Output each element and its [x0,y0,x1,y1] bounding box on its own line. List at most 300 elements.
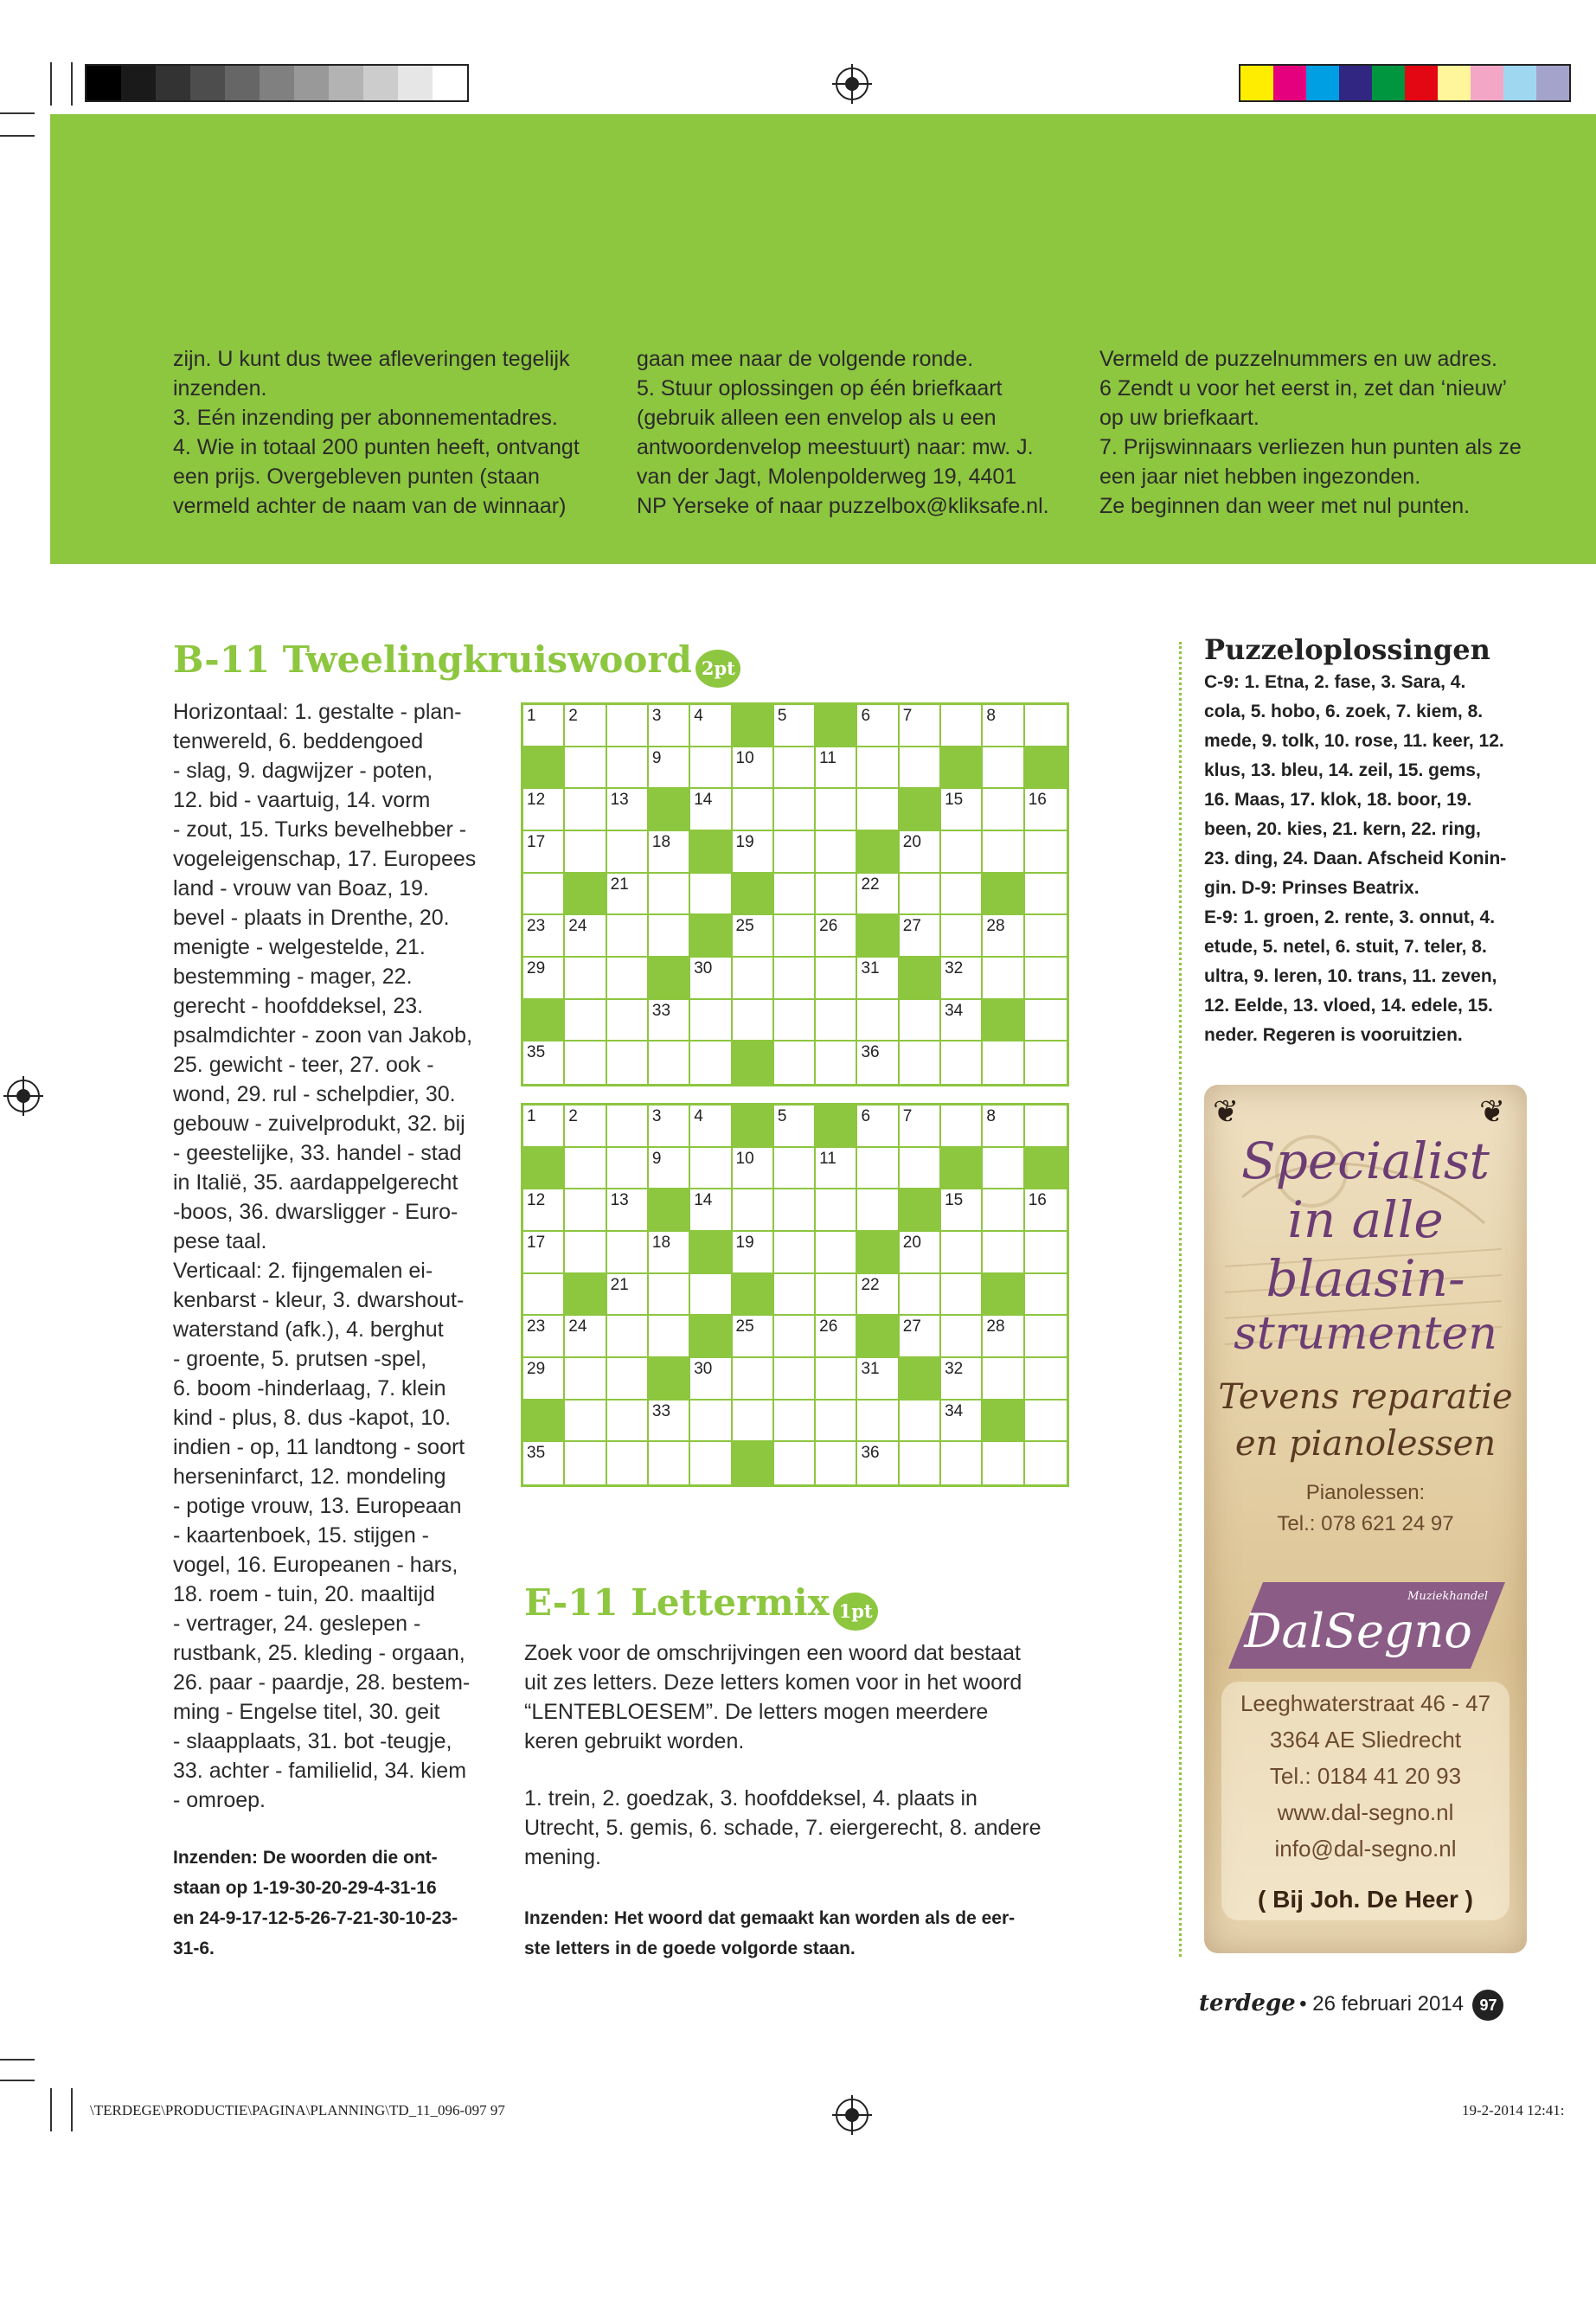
crossword-cell[interactable] [733,958,774,1000]
crossword-cell[interactable] [774,874,816,916]
crossword-cell[interactable] [733,1148,774,1190]
crossword-cell[interactable] [983,1316,1024,1358]
crossword-cell[interactable] [607,789,649,831]
crossword-cell[interactable] [857,958,899,1000]
clue-number: 2 [568,707,578,725]
crossword-cell[interactable] [900,1316,941,1358]
crossword-cell[interactable] [690,789,732,831]
crossword-cell[interactable] [816,1189,857,1232]
crossword-cell[interactable] [900,1042,941,1084]
crossword-cell[interactable] [857,1400,899,1443]
crossword-cell[interactable] [1025,831,1067,874]
crossword-cell[interactable] [690,1106,732,1148]
crossword-cell[interactable] [565,1042,606,1084]
crossword-cell[interactable] [733,1189,774,1232]
crossword-cell[interactable] [941,1042,983,1084]
text-line: waterstand (afk.), 4. berghut [173,1317,444,1342]
crossword-cell[interactable] [941,915,983,958]
crossword-cell[interactable] [983,1232,1024,1274]
crossword-cell[interactable] [941,1274,983,1317]
crossword-cell[interactable] [607,1189,649,1232]
crossword-cell[interactable] [941,1106,983,1148]
crossword-cell[interactable] [857,1442,899,1484]
crossword-cell[interactable] [900,1274,941,1317]
crossword-cell[interactable] [1025,1442,1067,1484]
b11-submit-instructions [173,1843,502,1964]
clue-number: 32 [945,959,964,977]
crossword-cell[interactable] [565,1442,606,1484]
gray-swatch [433,66,467,100]
crossword-cell[interactable] [607,1316,649,1358]
crossword-cell[interactable] [774,1232,816,1274]
crossword-cell[interactable] [774,958,816,1000]
crossword-cell[interactable] [816,874,857,916]
crossword-cell[interactable] [733,789,774,831]
crossword-cell[interactable] [1025,1042,1067,1084]
crossword-cell[interactable] [774,1042,816,1084]
text-line: kenbarst - kleur, 3. dwarshout- [173,1288,465,1312]
clue-number: 22 [861,875,880,894]
crossword-cell[interactable] [941,958,983,1000]
crossword-cell[interactable] [816,958,857,1000]
clue-number: 8 [986,1107,996,1125]
crossword-cell[interactable] [523,831,565,874]
crossword-cell[interactable] [816,1358,857,1400]
crossword-cell[interactable] [690,705,732,747]
rules-line: vermeld achter de naam van de winnaar) [173,494,567,518]
text-line: in Italië, 35. aardappelgerecht [173,1170,458,1195]
crossword-cell[interactable] [523,789,565,831]
crossword-cell[interactable] [690,874,732,916]
crossword-cell[interactable] [816,747,857,790]
color-swatch [1536,66,1569,100]
crossword-cell[interactable] [983,831,1024,874]
registration-mark-icon [7,1080,40,1112]
crossword-cell[interactable] [607,1232,649,1274]
crossword-cell[interactable] [565,1400,606,1443]
crossword-cell[interactable] [733,1358,774,1400]
crossword-cell[interactable] [774,1358,816,1400]
crossword-cell[interactable] [565,1232,606,1274]
crossword-cell[interactable] [523,1274,565,1317]
black-cell [941,1148,983,1190]
crossword-cell[interactable] [941,1000,983,1042]
crossword-cell[interactable] [774,705,816,747]
crossword-cell[interactable] [649,1274,690,1317]
crossword-cell[interactable] [857,1189,899,1232]
crossword-cell[interactable] [816,1274,857,1317]
crossword-cell[interactable] [565,1000,606,1042]
crossword-cell[interactable] [565,1316,606,1358]
gray-swatch [329,66,363,100]
crossword-cell[interactable] [690,958,732,1000]
black-cell [857,915,899,958]
advertisement [1204,1085,1527,1953]
text-line: staan op 1-19-30-20-29-4-31-16 [173,1878,437,1898]
text-line: vogeleigenschap, 17. Europees [173,847,477,871]
crossword-cell[interactable] [690,1442,732,1484]
crop-mark [0,135,35,137]
rules-line: Ze beginnen dan weer met nul punten. [1099,494,1471,518]
black-cell [565,1274,606,1317]
crossword-cell[interactable] [607,1274,649,1317]
text-line: 23. ding, 24. Daan. Afscheid Konin- [1204,849,1507,868]
crossword-cell[interactable] [649,831,690,874]
text-line: 31-6. [173,1939,215,1958]
rules-line: 5. Stuur oplossingen op één briefkaart [637,376,1003,401]
crossword-cell[interactable] [523,1042,565,1084]
crossword-cell[interactable] [607,1442,649,1484]
gray-swatch [294,66,329,100]
rules-line: antwoordenvelop meestuurt) naar: mw. J. [637,435,1034,459]
crossword-cell[interactable] [690,1274,732,1317]
crop-mark [0,2059,35,2061]
crossword-cell[interactable] [857,705,899,747]
clue-number: 4 [694,707,703,725]
crossword-cell[interactable] [565,1148,606,1190]
text-line: tenwereld, 6. beddengoed [173,729,424,753]
crossword-cell[interactable] [983,1358,1024,1400]
crossword-cell[interactable] [733,747,774,790]
crossword-cell[interactable] [523,1189,565,1232]
crossword-cell[interactable] [774,1000,816,1042]
crossword-cell[interactable] [607,1000,649,1042]
text-line: indien - op, 11 landtong - soort [173,1435,465,1459]
crossword-cell[interactable] [1025,1232,1067,1274]
text-line: Utrecht, 5. gemis, 6. schade, 7. eiergerecht, 8. andere [524,1816,1042,1840]
crossword-cell[interactable] [690,1189,732,1232]
crossword-cell[interactable] [857,1000,899,1042]
crossword-grid-1 [521,702,1069,1086]
text-line: - slag, 9. dagwijzer - poten, [173,759,433,783]
crossword-cell[interactable] [649,874,690,916]
crossword-cell[interactable] [857,789,899,831]
crossword-cell[interactable] [774,1442,816,1484]
heart-ornament-icon: ❦ [1213,1093,1240,1129]
crossword-cell[interactable] [857,1148,899,1190]
black-cell [690,1232,732,1274]
crossword-cell[interactable] [523,1106,565,1148]
crossword-cell[interactable] [523,958,565,1000]
text-line: Zoek voor de omschrijvingen een woord dat bestaat [524,1641,1021,1665]
crossword-cell[interactable] [607,1400,649,1443]
crossword-cell[interactable] [565,1106,606,1148]
text-line: mening. [524,1845,601,1869]
gray-swatch [190,66,225,100]
crossword-cell[interactable] [649,1106,690,1148]
black-cell [649,1189,690,1232]
crossword-cell[interactable] [774,1106,816,1148]
clue-number: 9 [651,748,662,767]
crossword-cell[interactable] [774,915,816,958]
text-line: 1. trein, 2. goedzak, 3. hoofddeksel, 4. plaats in [524,1786,977,1811]
crossword-cell[interactable] [816,1148,857,1190]
crossword-cell[interactable] [733,1316,774,1358]
crossword-cell[interactable] [733,1000,774,1042]
crossword-cell[interactable] [733,1400,774,1443]
crossword-cell[interactable] [1025,1274,1067,1317]
crossword-cell[interactable] [983,789,1024,831]
ad-sub-1: Tevens reparatie [1218,1377,1513,1417]
crossword-cell[interactable] [1025,1189,1067,1232]
clue-number: 19 [735,1234,754,1252]
crossword-cell[interactable] [900,1232,941,1274]
crossword-cell[interactable] [523,874,565,916]
crossword-cell[interactable] [900,1148,941,1190]
black-cell [733,874,774,916]
crossword-cell[interactable] [983,958,1024,1000]
crossword-cell[interactable] [565,831,606,874]
crossword-cell[interactable] [941,1400,983,1443]
black-cell [983,1400,1024,1443]
crossword-cell[interactable] [816,1316,857,1358]
clue-number: 1 [527,707,536,725]
crossword-cell[interactable] [983,915,1024,958]
crossword-cell[interactable] [900,1400,941,1443]
crossword-cell[interactable] [649,1442,690,1484]
crossword-cell[interactable] [690,1400,732,1443]
crossword-cell[interactable] [607,915,649,958]
crossword-cell[interactable] [774,789,816,831]
crossword-cell[interactable] [1025,1106,1067,1148]
gray-swatch [363,66,398,100]
crossword-cell[interactable] [1025,705,1067,747]
crossword-cell[interactable] [523,1358,565,1400]
crossword-cell[interactable] [816,1232,857,1274]
crossword-cell[interactable] [1025,915,1067,958]
crossword-cell[interactable] [1025,1000,1067,1042]
crossword-cell[interactable] [649,1148,690,1190]
text-line: - slaapplaats, 31. bot -teugje, [173,1729,452,1753]
column-divider [1179,642,1182,1957]
text-line: keren gebruikt worden. [524,1729,745,1753]
crossword-cell[interactable] [857,874,899,916]
crossword-cell[interactable] [649,1316,690,1358]
clue-number: 7 [902,1107,913,1125]
crossword-cell[interactable] [941,831,983,874]
crossword-cell[interactable] [941,874,983,916]
crossword-cell[interactable] [690,1358,732,1400]
crossword-cell[interactable] [690,1148,732,1190]
rules-line: een jaar niet hebben ingezonden. [1099,465,1421,489]
black-cell [1025,747,1067,790]
crossword-cell[interactable] [816,1442,857,1484]
crossword-cell[interactable] [774,1400,816,1443]
crossword-cell[interactable] [523,1232,565,1274]
crossword-cell[interactable] [733,915,774,958]
crossword-cell[interactable] [941,1358,983,1400]
clue-number: 24 [568,1317,587,1336]
crossword-cell[interactable] [607,747,649,790]
crossword-cell[interactable] [857,1358,899,1400]
clue-number: 31 [861,959,880,977]
crossword-cell[interactable] [1025,874,1067,916]
crossword-cell[interactable] [607,705,649,747]
crossword-cell[interactable] [941,789,983,831]
clue-number: 5 [777,1107,787,1125]
crossword-cell[interactable] [816,831,857,874]
crossword-cell[interactable] [565,1358,606,1400]
clue-number: 26 [819,1317,838,1336]
clue-number: 31 [861,1360,880,1378]
footer-brand: terdege [1199,1990,1296,2016]
crossword-cell[interactable] [941,1442,983,1484]
crossword-cell[interactable] [774,1189,816,1232]
page-number: 97 [1472,1990,1503,2021]
text-line: menigte - welgestelde, 21. [173,935,426,959]
file-path: \TERDEGE\PRODUCTIE\PAGINA\PLANNING\TD_11_096-097 97 [90,2102,505,2118]
text-line: -boos, 36. dwarsligger - Euro- [173,1200,458,1224]
ad-city: 3364 AE Sliedrecht [1269,1727,1462,1753]
rules-line: van der Jagt, Molenpolderweg 19, 4401 [637,465,1017,489]
e11-points-badge: 1pt [833,1593,878,1631]
crossword-cell[interactable] [816,789,857,831]
crossword-cell[interactable] [816,1042,857,1084]
clue-number: 30 [694,1360,713,1378]
ad-website: www.dal-segno.nl [1277,1799,1454,1825]
crossword-cell[interactable] [941,1232,983,1274]
text-line: - vertrager, 24. geslepen - [173,1612,421,1636]
crossword-cell[interactable] [1025,789,1067,831]
crossword-cell[interactable] [900,831,941,874]
crossword-cell[interactable] [774,1274,816,1317]
crossword-cell[interactable] [565,747,606,790]
ad-street: Leeghwaterstraat 46 - 47 [1240,1690,1491,1716]
crossword-cell[interactable] [607,831,649,874]
crossword-cell[interactable] [607,958,649,1000]
text-line: 25. gewicht - teer, 27. ook - [173,1053,434,1077]
crossword-cell[interactable] [565,705,606,747]
crossword-cell[interactable] [857,1106,899,1148]
clue-number: 1 [527,1107,536,1125]
color-swatch [1503,66,1536,100]
color-swatch [1306,66,1339,100]
text-line: - groente, 5. prutsen -spel, [173,1347,427,1371]
crossword-cell[interactable] [733,831,774,874]
clue-number: 2 [568,1107,578,1125]
crossword-cell[interactable] [649,747,690,790]
solutions-text [1204,668,1550,1050]
clue-number: 16 [1028,791,1047,810]
crossword-cell[interactable] [900,1000,941,1042]
crossword-cell[interactable] [565,1189,606,1232]
crossword-cell[interactable] [1025,1400,1067,1443]
color-swatch [1471,66,1503,100]
crossword-cell[interactable] [607,1106,649,1148]
crossword-cell[interactable] [983,1442,1024,1484]
crossword-cell[interactable] [900,874,941,916]
ad-piano-phone: Tel.: 078 621 24 97 [1277,1512,1454,1535]
crossword-cell[interactable] [900,915,941,958]
crossword-cell[interactable] [941,1316,983,1358]
crossword-cell[interactable] [733,1232,774,1274]
clue-number: 6 [861,707,871,725]
rules-line: 3. Eén inzending per abonnementadres. [173,406,558,430]
crossword-cell[interactable] [1025,1316,1067,1358]
rules-line: gaan mee naar de volgende ronde. [637,347,974,371]
crossword-cell[interactable] [983,1148,1024,1190]
crossword-cell[interactable] [900,1106,941,1148]
crossword-cell[interactable] [649,1400,690,1443]
crossword-cell[interactable] [565,958,606,1000]
crossword-cell[interactable] [523,705,565,747]
clue-number: 18 [651,833,671,851]
crossword-cell[interactable] [900,1442,941,1484]
crossword-cell[interactable] [607,1042,649,1084]
crossword-cell[interactable] [816,915,857,958]
crossword-cell[interactable] [900,747,941,790]
crossword-cell[interactable] [816,1000,857,1042]
text-line: C-9: 1. Etna, 2. fase, 3. Sara, 4. [1204,672,1466,692]
black-cell [900,1358,941,1400]
crossword-cell[interactable] [1025,958,1067,1000]
crossword-cell[interactable] [523,1316,565,1358]
crossword-cell[interactable] [941,1189,983,1232]
crossword-cell[interactable] [983,1189,1024,1232]
color-swatch [1273,66,1306,100]
ad-email: info@dal-segno.nl [1274,1836,1457,1862]
crossword-cell[interactable] [774,1148,816,1190]
crossword-cell[interactable] [690,1042,732,1084]
crossword-cell[interactable] [607,874,649,916]
clue-number: 22 [861,1275,880,1294]
text-line: been, 20. kies, 21. kern, 22. ring, [1204,819,1481,839]
black-cell [565,874,606,916]
crossword-cell[interactable] [983,1042,1024,1084]
logo-text: DalSegno [1244,1604,1472,1658]
crossword-cell[interactable] [649,1042,690,1084]
black-cell [649,958,690,1000]
crossword-cell[interactable] [649,1000,690,1042]
clue-number: 16 [1028,1191,1047,1210]
crossword-cell[interactable] [774,831,816,874]
crossword-cell[interactable] [523,1442,565,1484]
clue-number: 23 [527,1317,546,1336]
crossword-cell[interactable] [565,915,606,958]
crossword-cell[interactable] [857,1274,899,1317]
crossword-cell[interactable] [690,747,732,790]
rules-line: 6 Zendt u voor het eerst in, zet dan ‘nieuw’ [1099,376,1508,401]
crossword-cell[interactable] [649,915,690,958]
crossword-cell[interactable] [565,789,606,831]
crossword-cell[interactable] [649,705,690,747]
crossword-cell[interactable] [1025,1358,1067,1400]
crossword-cell[interactable] [607,1358,649,1400]
gray-swatch [121,66,156,100]
crossword-cell[interactable] [690,1000,732,1042]
crossword-cell[interactable] [857,747,899,790]
crossword-cell[interactable] [774,747,816,790]
text-line: - geestelijke, 33. handel - stad [173,1141,462,1165]
black-cell [900,1189,941,1232]
e11-list [524,1784,1078,1872]
crossword-cell[interactable] [983,747,1024,790]
clue-number: 27 [902,1317,921,1336]
crossword-cell[interactable] [523,915,565,958]
crossword-cell[interactable] [983,705,1024,747]
crossword-cell[interactable] [983,1106,1024,1148]
crossword-cell[interactable] [941,705,983,747]
crossword-cell[interactable] [607,1148,649,1190]
crossword-cell[interactable] [900,705,941,747]
text-line: ming - Engelse titel, 30. geit [173,1700,440,1724]
crossword-cell[interactable] [857,1042,899,1084]
crop-mark [71,62,73,106]
black-cell [1025,1148,1067,1190]
crossword-cell[interactable] [816,1400,857,1443]
crossword-cell[interactable] [649,1232,690,1274]
crossword-cell[interactable] [774,1316,816,1358]
